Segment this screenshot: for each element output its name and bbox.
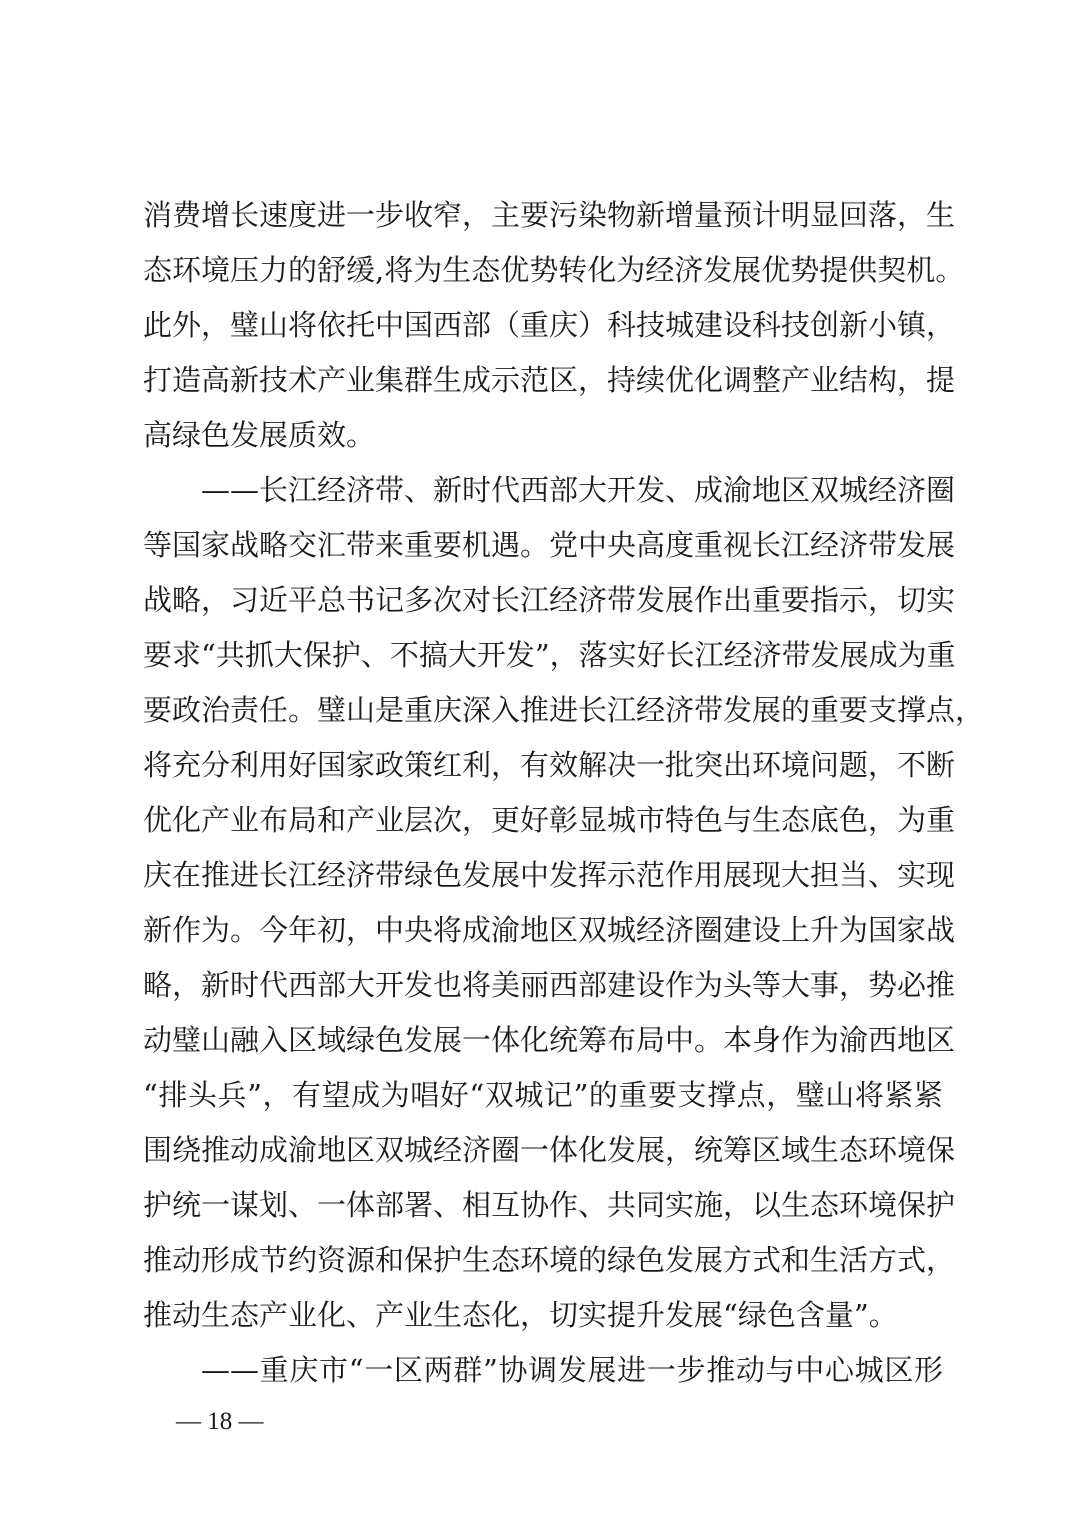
text-line: 庆在推进长江经济带绿色发展中发挥示范作用展现大担当、实现: [143, 858, 956, 892]
text-line: 优化产业布局和产业层次，更好彰显城市特色与生态底色，为重: [143, 803, 956, 837]
text-line: 新作为。今年初，中央将成渝地区双城经济圈建设上升为国家战: [143, 913, 956, 947]
text-line: 略，新时代西部大开发也将美丽西部建设作为头等大事，势必推: [143, 968, 956, 1002]
text-line: 将充分利用好国家政策红利，有效解决一批突出环境问题，不断: [143, 748, 956, 782]
text-line: ——长江经济带、新时代西部大开发、成渝地区双城经济圈: [201, 473, 956, 507]
text-line: ——重庆市“一区两群”协调发展进一步推动与中心城区形: [201, 1353, 943, 1387]
text-line: 要求“共抓大保护、不搞大开发”，落实好长江经济带发展成为重: [143, 638, 956, 672]
page-number: — 18 —: [176, 1408, 264, 1435]
text-line: 打造高新技术产业集群生成示范区，持续优化调整产业结构，提: [143, 363, 956, 397]
text-line: 围绕推动成渝地区双城经济圈一体化发展，统筹区域生态环境保: [143, 1133, 956, 1167]
text-line: 护统一谋划、一体部署、相互协作、共同实施，以生态环境保护: [143, 1188, 956, 1222]
text-line: 推动生态产业化、产业生态化，切实提升发展“绿色含量”。: [143, 1298, 898, 1332]
text-line: 态环境压力的舒缓,将为生态优势转化为经济发展优势提供契机。: [143, 253, 965, 287]
text-line: 消费增长速度进一步收窄，主要污染物新增量预计明显回落，生: [143, 198, 956, 232]
text-line: “排头兵”，有望成为唱好“双城记”的重要支撑点，璧山将紧紧: [143, 1078, 943, 1112]
text-line: 动璧山融入区域绿色发展一体化统筹布局中。本身作为渝西地区: [143, 1023, 956, 1057]
text-line: 战略，习近平总书记多次对长江经济带发展作出重要指示，切实: [143, 583, 956, 617]
text-line: 此外，璧山将依托中国西部（重庆）科技城建设科技创新小镇，: [143, 308, 956, 342]
text-line: 推动形成节约资源和保护生态环境的绿色发展方式和生活方式，: [143, 1243, 956, 1277]
text-line: 要政治责任。璧山是重庆深入推进长江经济带发展的重要支撑点，: [143, 693, 985, 727]
text-line: 高绿色发展质效。: [143, 418, 376, 452]
text-line: 等国家战略交汇带来重要机遇。党中央高度重视长江经济带发展: [143, 528, 956, 562]
